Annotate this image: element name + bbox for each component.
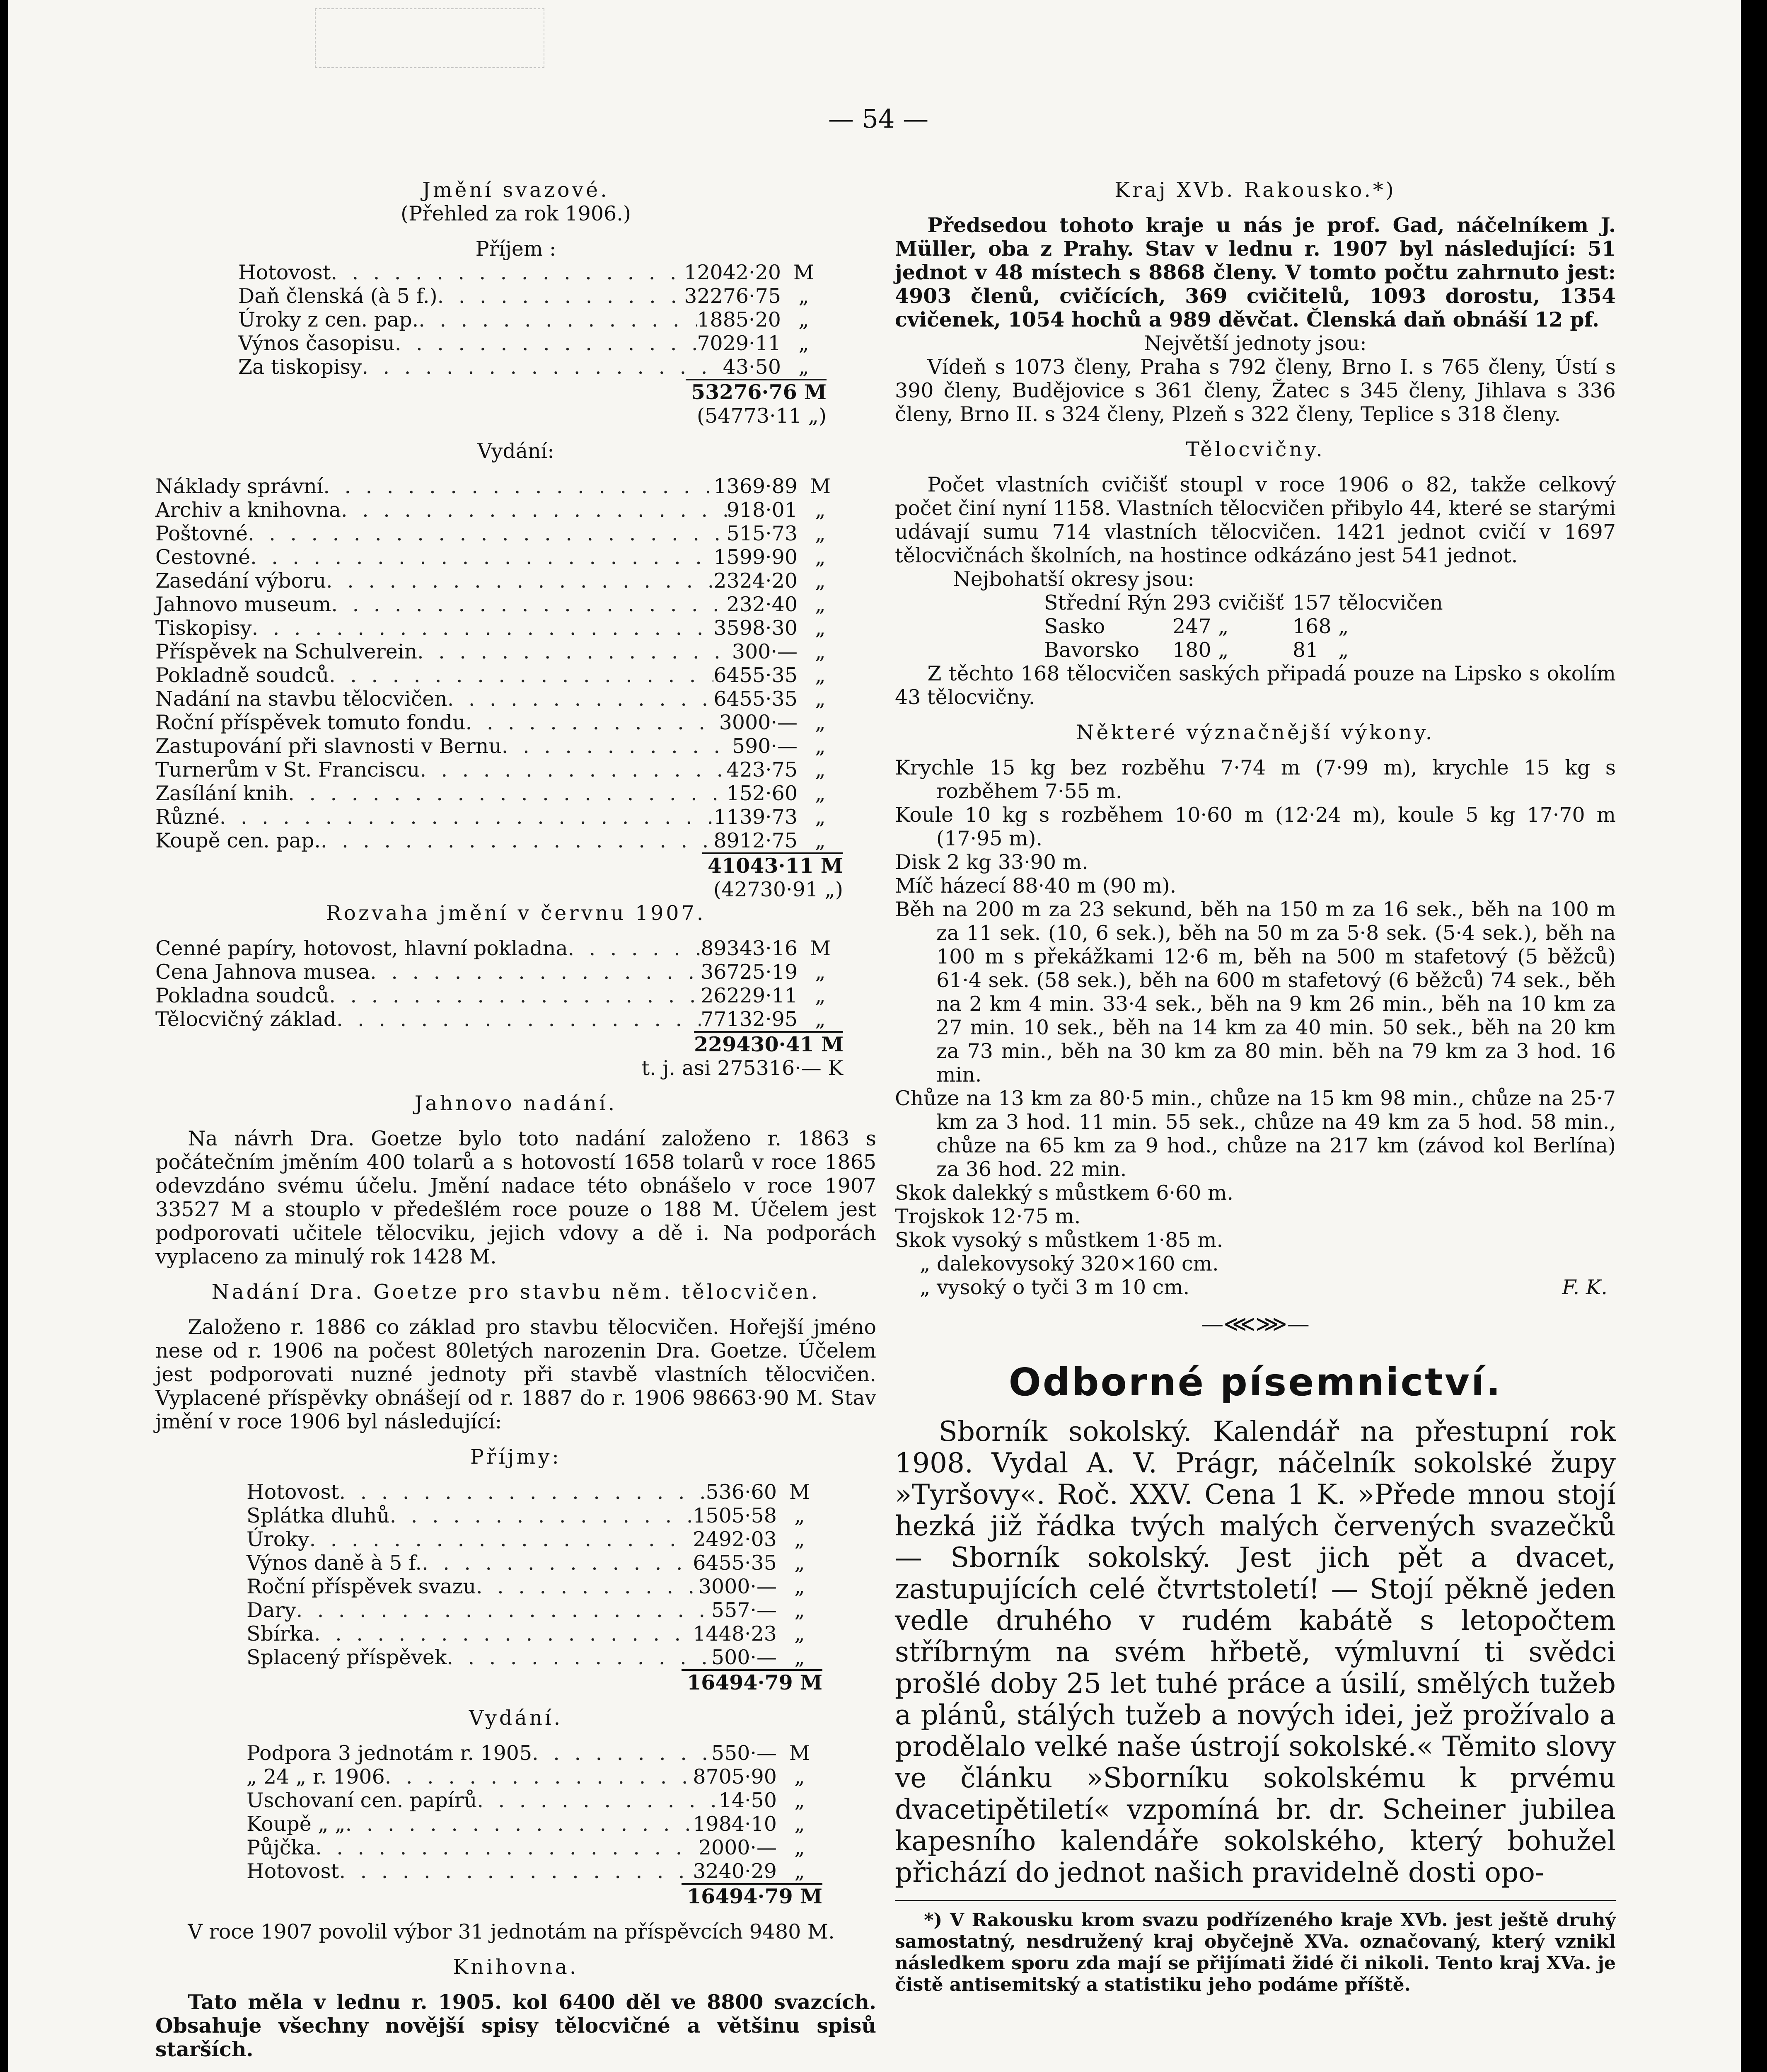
ledger-row: Zasílání knih . . . 152·60 „ (155, 782, 843, 805)
ledger-row: Cenné papíry, hotovost, hlavní pokladna . . . 89343·16 M (155, 937, 843, 960)
ledger-row: Hotovost . . . 3240·29 „ (247, 1859, 822, 1883)
ledger-row: Zastupování při slavnosti v Bernu . . . 590·— „ (155, 734, 843, 758)
ledger-row: Nadání na stavbu tělocvičen . . . 6455·35 „ (155, 687, 843, 711)
ledger-row: Pokladna soudců . . . 26229·11 „ (155, 984, 843, 1007)
ledger-row: Náklady správní . . . 1369·89 M (155, 474, 843, 498)
expense-prev: (42730·91 „) (713, 878, 843, 901)
telocvicny-after: Z těchto 168 tělocvičen saských připadá pouze na Lipsko s okolím 43 tělocvičny. (895, 662, 1616, 709)
ledger-row: Uschovaní cen. papírů . . . 14·50 „ (247, 1789, 822, 1812)
majetek-title: Jmění svazové. (422, 178, 609, 202)
kraj-cities: Vídeň s 1073 členy, Praha s 792 členy, Brno I. s 765 členy, Ústí s 390 členy, Budějovice s 361 členy, Žatec s 345 členy, Jihlava s 336 členy, Brno II. s 324 členy, Plzeň s 322 členy, Teplice s 318 členy. (895, 355, 1616, 426)
ledger-row: Příspěvek na Schulverein . . . 300·— „ (155, 640, 843, 663)
ledger-row: Tiskopisy . . . 3598·30 „ (155, 616, 843, 640)
footnote-text: *) V Rakousku krom svazu podřízeného kraje XVb. jest ještě druhý samostatný, nesdružený kraj obyčejně XVa. označovaný, který vznikl následkem sporu zda mají se přijímati židé či nikoli. Tento kraj XVa. je čistě antisemitský a statistiku jeho podáme příště. (895, 1910, 1616, 1995)
table-row: Sasko 247 „ 168 „ (1044, 615, 1349, 638)
goetze-expense-total: 16494·79 M (682, 1883, 822, 1908)
torn-edge-mark (315, 8, 544, 68)
ledger-row: Roční příspěvek tomuto fondu . . . 3000·— „ (155, 711, 843, 734)
ledger-row: Roční příspěvek svazu . . . 3000·— „ (247, 1575, 822, 1598)
ledger-row: Podpora 3 jednotám r. 1905 . . . 550·— M (247, 1741, 822, 1765)
ledger-row: Sbírka . . . 1448·23 „ (247, 1622, 822, 1646)
goetze-title: Nadání Dra. Goetze pro stavbu něm. tělocvičen. (211, 1280, 820, 1304)
kraj-title: Kraj XVb. Rakousko.*) (1114, 178, 1396, 202)
telocvicny-title: Tělocvičny. (1186, 438, 1325, 461)
districts-table (895, 591, 1616, 662)
ledger-row: Cena Jahnova musea . . . 36725·19 „ (155, 960, 843, 984)
table-row: Bavorsko 180 „ 81 „ (1044, 638, 1349, 662)
vykon-item: Míč házecí 88·40 m (90 m). (895, 874, 1177, 898)
goetze-income-heading: Příjmy: (470, 1445, 561, 1469)
ledger-row: Poštovné . . . 515·73 „ (155, 522, 843, 545)
vykon-item: „ vysoký o tyči 3 m 10 cm. (920, 1276, 1190, 1299)
page-number: — 54 — (828, 104, 929, 134)
goetze-expense-heading: Vydání. (469, 1706, 563, 1730)
vykon-item: Koule 10 kg s rozběhem 10·60 m (12·24 m), koule 5 kg 17·70 m (17·95 m). (895, 803, 1616, 850)
ledger-row: Úroky . . . 2492·03 „ (247, 1527, 822, 1551)
expense-heading: Vydání: (477, 439, 554, 463)
table-row: Střední Rýn 293 cvičišť 157 tělocvičen (1044, 591, 1443, 615)
vykon-item: Krychle 15 kg bez rozběhu 7·74 m (7·99 m), krychle 15 kg s rozběhem 7·55 m. (895, 756, 1616, 803)
page (8, 0, 1741, 2072)
goetze-income-ledger (155, 1480, 822, 1694)
ledger-row: Splacený příspěvek . . . 500·— „ (247, 1646, 822, 1669)
knihovna-text: Tato měla v lednu r. 1905. kol 6400 děl ve 8800 svazcích. Obsahuje všechny novější spisy tělocvičné a většinu spisů starších. (155, 1990, 876, 2061)
income-ledger (155, 261, 827, 428)
vykon-item: Disk 2 kg 33·90 m. (895, 850, 1088, 874)
rozvaha-title: Rozvaha jmění v červnu 1907. (326, 901, 706, 925)
ledger-row: Koupě cen. pap. . . . 8912·75 „ (155, 829, 843, 852)
ledger-row: „ 24 „ r. 1906 . . . 8705·90 „ (247, 1765, 822, 1789)
ledger-row: Daň členská (à 5 f.) . . . 32276·75 „ (238, 284, 827, 308)
footnote (895, 1900, 1616, 1996)
knihovna-title: Knihovna. (453, 1955, 579, 1979)
goetze-expense-ledger (155, 1741, 822, 1908)
vykon-item: Běh na 200 m za 23 sekund, běh na 150 m za 16 sek., běh na 100 m za 11 sek. (10, 6 sek.), běh na 50 m za 5·8 sek. (5·4 sek.), běh na 100 m s překážkami 12·6 m, běh na 500 m stafetový (5 běžců) 61·4 sek. (58 sek.), běh na 600 m stafetový (6 běžců) 74 sek., běh na 2 km 4 min. 33·4 sek., běh na 9 km 26 min., běh na 10 km za 27 min. 10 sek., běh na 14 km za 40 min. 50 sek., běh na 20 km za 73 min., běh na 30 km za 80 min. běh na 79 km za 3 hod. 16 min. (895, 898, 1616, 1087)
author-signature: F. K. (1562, 1276, 1607, 1299)
income-prev: (54773·11 „) (697, 404, 827, 428)
goetze-income-total: 16494·79 M (682, 1669, 822, 1694)
ledger-row: Pokladně soudců . . . 6455·35 „ (155, 663, 843, 687)
telocvicny-sub: Nejbohatší okresy jsou: (953, 567, 1194, 591)
ledger-row: Výnos daně à 5 f. . . . 6455·35 „ (247, 1551, 822, 1575)
ornament-divider: —⋘⋙— (1201, 1311, 1310, 1337)
ledger-row: Tělocvičný základ . . . 77132·95 „ (155, 1007, 843, 1031)
right-column (895, 178, 1616, 1996)
vykon-item: Skok vysoký s můstkem 1·85 m. (895, 1228, 1223, 1252)
rozvaha-total-k: t. j. asi 275316·— K (641, 1056, 843, 1080)
goetze-text: Založeno r. 1886 co základ pro stavbu tělocvičen. Hořejší jméno nese od r. 1906 na počest 80letých narozenin Dra. Goetze. Účelem jest podporovati nuzné jednoty při stavbě vlastních tělocvičen. Vyplacené příspěvky obnášejí od r. 1887 do r. 1906 98663·90 M. Stav jmění v roce 1906 byl následující: (155, 1315, 876, 1433)
income-total: 53276·76 M (686, 379, 827, 404)
expense-total: 41043·11 M (702, 852, 843, 878)
kraj-sub: Největší jednoty jsou: (1144, 332, 1367, 355)
odborne-title: Odborné písemnictví. (1008, 1360, 1502, 1404)
ledger-row: Cestovné . . . 1599·90 „ (155, 545, 843, 569)
ledger-row: Splátka dluhů . . . 1505·58 „ (247, 1504, 822, 1527)
vykon-item: Skok dalekký s můstkem 6·60 m. (895, 1181, 1233, 1205)
rozvaha-ledger (155, 937, 843, 1080)
odborne-text: Sborník sokolský. Kalendář na přestupní rok 1908. Vydal A. V. Prágr, náčelník sokolské župy »Tyršovy«. Roč. XXV. Cena 1 K. »Přede mnou stojí hezká již řádka tvých malých červených svazečků — Sborník sokolský. Jest jich pět a dvacet, zastupujících celé čtvrtstoletí! — Stojí pěkně jeden vedle druhého v rudém kabátě s letopočtem stříbrným na svém hřbetě, výmluvní ti svědci prošlé doby 25 let tuhé práce a úsilí, smělých tužeb a plánů, stálých tužeb a nových idei, jež prožívalo a prodělalo velké naše ústrojí sokolské.« Těmito slovy ve článku »Sborníku sokolskému k prvému dvacetipětiletí« vzpomíná br. dr. Scheiner jubilea kapesního kalendáře sokolského, který bohužel přichází do jednot našich pravidelně dosti opo- (895, 1416, 1616, 1888)
ledger-row: Dary . . . 557·— „ (247, 1598, 822, 1622)
income-heading: Příjem : (475, 237, 556, 261)
vykon-item: Chůze na 13 km za 80·5 min., chůze na 15 km 98 min., chůze na 25·7 km za 3 hod. 11 min. 55 sek., chůze na 49 km za 5 hod. 58 min., chůze na 65 km za 9 hod., chůze na 217 km (závod kol Berlína) za 36 hod. 22 min. (895, 1087, 1616, 1181)
majetek-subtitle: (Přehled za rok 1906.) (401, 202, 631, 225)
expense-ledger (155, 474, 843, 901)
vykon-item: „ dalekovysoký 320×160 cm. (920, 1252, 1219, 1276)
ledger-row: Archiv a knihovna . . . 918·01 „ (155, 498, 843, 522)
rozvaha-total: 229430·41 M (694, 1031, 843, 1056)
ledger-row: Půjčka . . . 2000·— „ (247, 1836, 822, 1859)
vykony-title: Některé význačnější výkony. (1076, 721, 1435, 744)
ledger-row: Hotovost . . . 12042·20 M (238, 261, 827, 284)
ledger-row: Různé . . . 1139·73 „ (155, 805, 843, 829)
kraj-text: Předsedou tohoto kraje u nás je prof. Gad, náčelníkem J. Müller, oba z Prahy. Stav v lednu r. 1907 byl následující: 51 jednot v 48 místech s 8868 členy. V tomto počtu zahrnuto jest: 4903 členů, cvičících, 369 cvičitelů, 1093 dorostu, 1354 cvičenek, 1054 hochů a 989 děvčat. Členská daň obnáší 12 pf. (895, 213, 1616, 332)
goetze-closing: V roce 1907 povolil výbor 31 jednotám na příspěvcích 9480 M. (188, 1920, 835, 1944)
jahn-title: Jahnovo nadání. (414, 1092, 617, 1115)
ledger-row: Hotovost . . . 536·60 M (247, 1480, 822, 1504)
telocvicny-text: Počet vlastních cvičišť stoupl v roce 1906 o 82, takže celkový počet činí nyní 1158. Vlastních tělocvičen přibylo 44, které se starými udávají sumu 714 vlastních tělocvičen. 1421 jednot cvičí v 1697 tělocvičnách školních, na hostince odkázáno jest 541 jednot. (895, 473, 1616, 567)
vykon-item: Trojskok 12·75 m. (895, 1205, 1081, 1228)
ledger-row: Výnos časopisu . . . 7029·11 „ (238, 332, 827, 355)
ledger-row: Zasedání výboru . . . 2324·20 „ (155, 569, 843, 593)
ledger-row: Za tiskopisy . . . 43·50 „ (238, 355, 827, 379)
ledger-row: Úroky z cen. pap. . . . 1885·20 „ (238, 308, 827, 332)
ledger-row: Koupě „ „ . . . 1984·10 „ (247, 1812, 822, 1836)
jahn-text: Na návrh Dra. Goetze bylo toto nadání založeno r. 1863 s počátečním jměním 400 tolarů a s hotovostí 1658 tolarů v roce 1865 odevzdáno svému účelu. Jmění nadace této obnášelo v roce 1907 33527 M a stouplo v předešlém roce pouze o 188 M. Účelem jest podporovati učitele tělocviku, jejich vdovy a dě i. Na podporách vyplaceno za minulý rok 1428 M. (155, 1127, 876, 1268)
ledger-row: Turnerům v St. Franciscu . . . 423·75 „ (155, 758, 843, 782)
ledger-row: Jahnovo museum . . . 232·40 „ (155, 593, 843, 616)
left-column (155, 178, 876, 2061)
